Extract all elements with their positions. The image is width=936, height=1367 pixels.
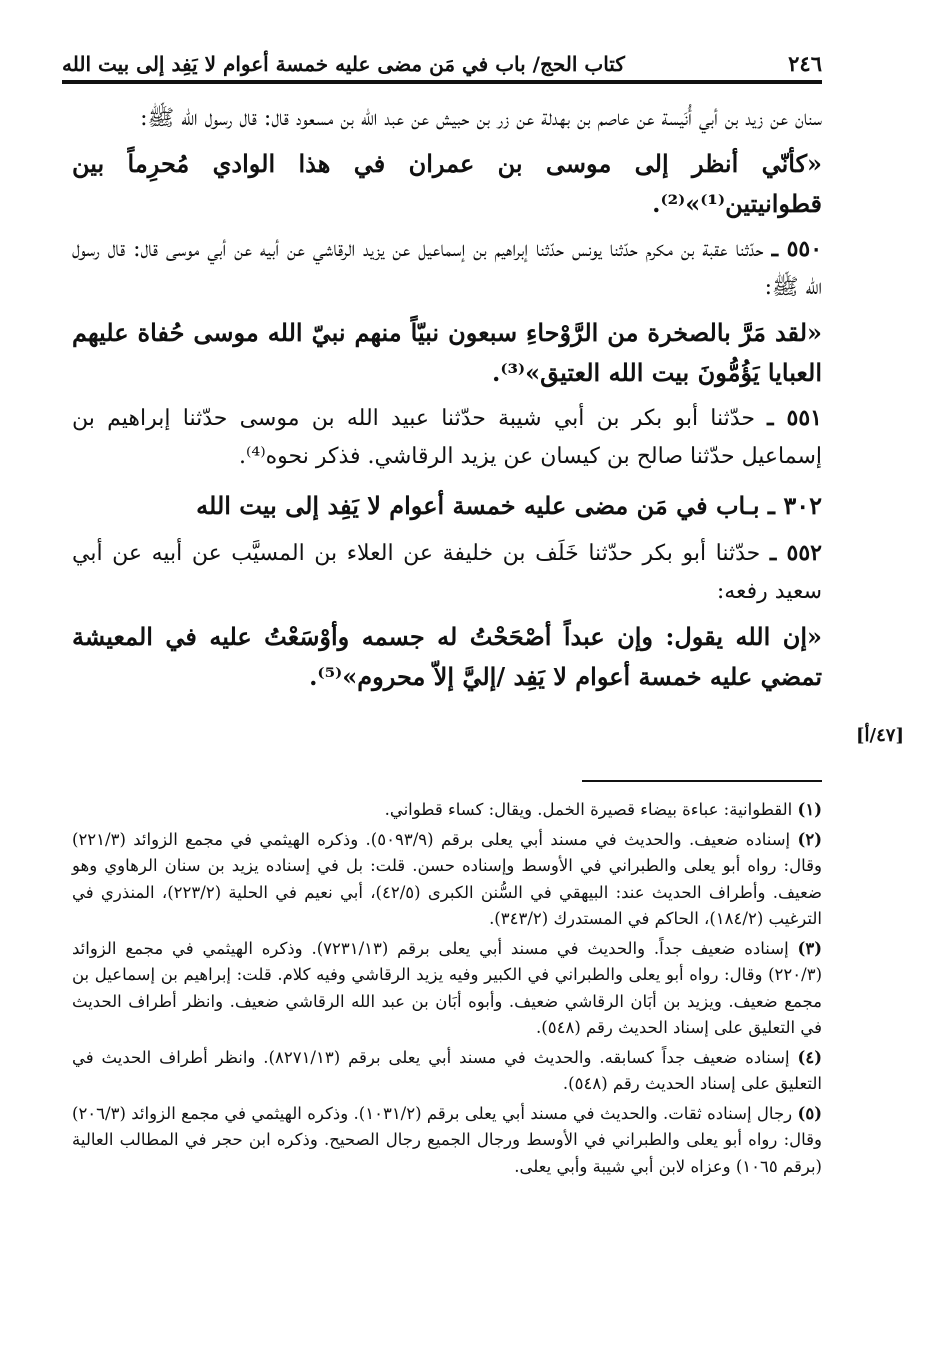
hadith-text-552: «إن الله يقول: وإن عبداً أصْحَحْتُ له جسمه وأوْسَعْتُ عليه في المعيشة تمضي عليه خمسة أعوام لا يَفِد /إليَّ إلاّ محروم»⁽⁵⁾. <box>72 622 822 691</box>
manuscript-folio-marker: [٤٧/أ] <box>856 725 904 746</box>
running-title: كتاب الحج/ باب في مَن مضى عليه خمسة أعوام لا يَفِد إلى بيت الله <box>62 52 625 76</box>
footnote-label: (٢) <box>797 829 822 849</box>
footnote-label: (١) <box>797 800 822 819</box>
footnote-3 <box>72 936 822 1042</box>
chain-text-551: حدّثنا أبو بكر بن أبي شيبة حدّثنا عبيد الله بن موسى حدّثنا إبراهيم بن إسماعيل حدّثنا صالح بن كيسان عن يزيد الرقاشي. فذكر نحوه⁽⁴⁾. <box>72 406 822 469</box>
paragraph-chain-552 <box>72 534 822 611</box>
footnote-1 <box>72 797 822 824</box>
header-rule <box>62 80 822 84</box>
hadith-number-551: ٥٥١ ـ <box>767 405 822 431</box>
footnote-label: (٤) <box>797 1047 823 1067</box>
page-header <box>62 36 822 76</box>
main-text <box>72 100 822 703</box>
footnotes <box>72 797 822 1183</box>
hadith-text-550: «لقد مَرَّ بالصخرة من الرَّوْحاءِ سبعون نبيّاً منهم نبيّ الله موسى حُفاة عليهم العبايا يَؤُمُّونَ بيت الله العتيق»⁽³⁾. <box>72 318 822 387</box>
footnote-rule <box>582 780 822 782</box>
hadith-number-552: ٥٥٢ ـ <box>769 540 822 566</box>
paragraph-chain-550 <box>72 230 822 307</box>
footnote-label: (٥) <box>797 1103 823 1123</box>
footnote-text: إسناده ضعيف. والحديث في مسند أبي يعلى برقم (٥٠٩٣/٩). وذكره الهيثمي في مجمع الزوائد (٢٢١/٣) وقال: رواه أبو يعلى والطبراني في الأوسط وإسناده حسن. قلت: بل في إسناده يزيد بن سنان الرهاوي وهو ضعيف. وأطراف الحديث عند: البيهقي في السُّنن الكبرى (٤٢/٥)، أبي نعيم في الحلية (٢٢٣/٢)، المنذري في الترغيب (١٨٤/٢)، الحاكم في المستدرك (٣٤٣/٢). <box>72 829 822 928</box>
chapter-heading: ٣٠٢ ـ بـاب في مَن مضى عليه خمسة أعوام لا يَفِد إلى بيت الله <box>196 491 822 520</box>
chain-text-550: حدّثنا عقبة بن مكرم حدّثنا يونس حدّثنا إبراهيم بن إسماعيل عن يزيد الرقاشي عن أبيه عن أبي موسى قال: قال رسول الله ﷺ: <box>72 237 822 300</box>
page-number: ٢٤٦ <box>788 51 822 76</box>
paragraph-chain-551 <box>72 399 822 476</box>
footnote-2 <box>72 827 822 933</box>
paragraph-chain-549: سنان عن زيد بن أبي أُنَيسة عن عاصم بن بهدلة عن زر بن حبيش عن عبد الله بن مسعود قال: قال رسول الله ﷺ: <box>140 106 822 131</box>
footnote-text: إسناده ضعيف جداً كسابقه. والحديث في مسند أبي يعلى برقم (٨٢٧١/١٣). وانظر أطراف الحديث في التعليق على إسناد الحديث رقم (٥٤٨). <box>72 1047 822 1093</box>
footnote-5 <box>72 1101 822 1181</box>
footnote-4 <box>72 1045 822 1098</box>
footnote-text: القطوانية: عباءة بيضاء قصيرة الخمل. ويقال: كساء قطواني. <box>384 800 793 819</box>
footnote-text: رجال إسناده ثقات. والحديث في مسند أبي يعلى برقم (١٠٣١/٢). وذكره الهيثمي في مجمع الزوائد (٢٠٦/٣) وقال: رواه أبو يعلى والطبراني في الأوسط ورجال الجميع رجال الصحيح. وذكره ابن حجر في المطالب العالية (برقم ١٠٦٥) وعزاه لابن أبي شيبة وأبي يعلى. <box>72 1103 822 1176</box>
hadith-text-549: «كأنّي أنظر إلى موسى بن عمران في هذا الوادي مُحرِماً بين قطوانيتين⁽¹⁾»⁽²⁾. <box>72 149 822 218</box>
footnote-text: إسناده ضعيف جداً. والحديث في مسند أبي يعلى برقم (٧٢٣١/١٣). وذكره الهيثمي في مجمع الزوائد (٢٢٠/٣) وقال: رواه أبو يعلى والطبراني في الكبير وفيه يزيد الرقاشي وفيه كلام. قلت: إبراهيم بن إسماعيل بن مجمع ضعيف. ويزيد بن أبَان الرقاشي ضعيف. وأبوه أبَان بن عبد الله الرقاشي ضعيف. وانظر أطراف الحديث في التعليق على إسناد الحديث رقم (٥٤٨). <box>72 938 822 1037</box>
chain-text-552: حدّثنا أبو بكر حدّثنا خَلَف بن خليفة عن العلاء بن المسيَّب عن أبيه عن أبي سعيد رفعه: <box>72 541 822 604</box>
footnote-label: (٣) <box>797 938 823 958</box>
hadith-number-550: ٥٥٠ ـ <box>771 236 823 262</box>
